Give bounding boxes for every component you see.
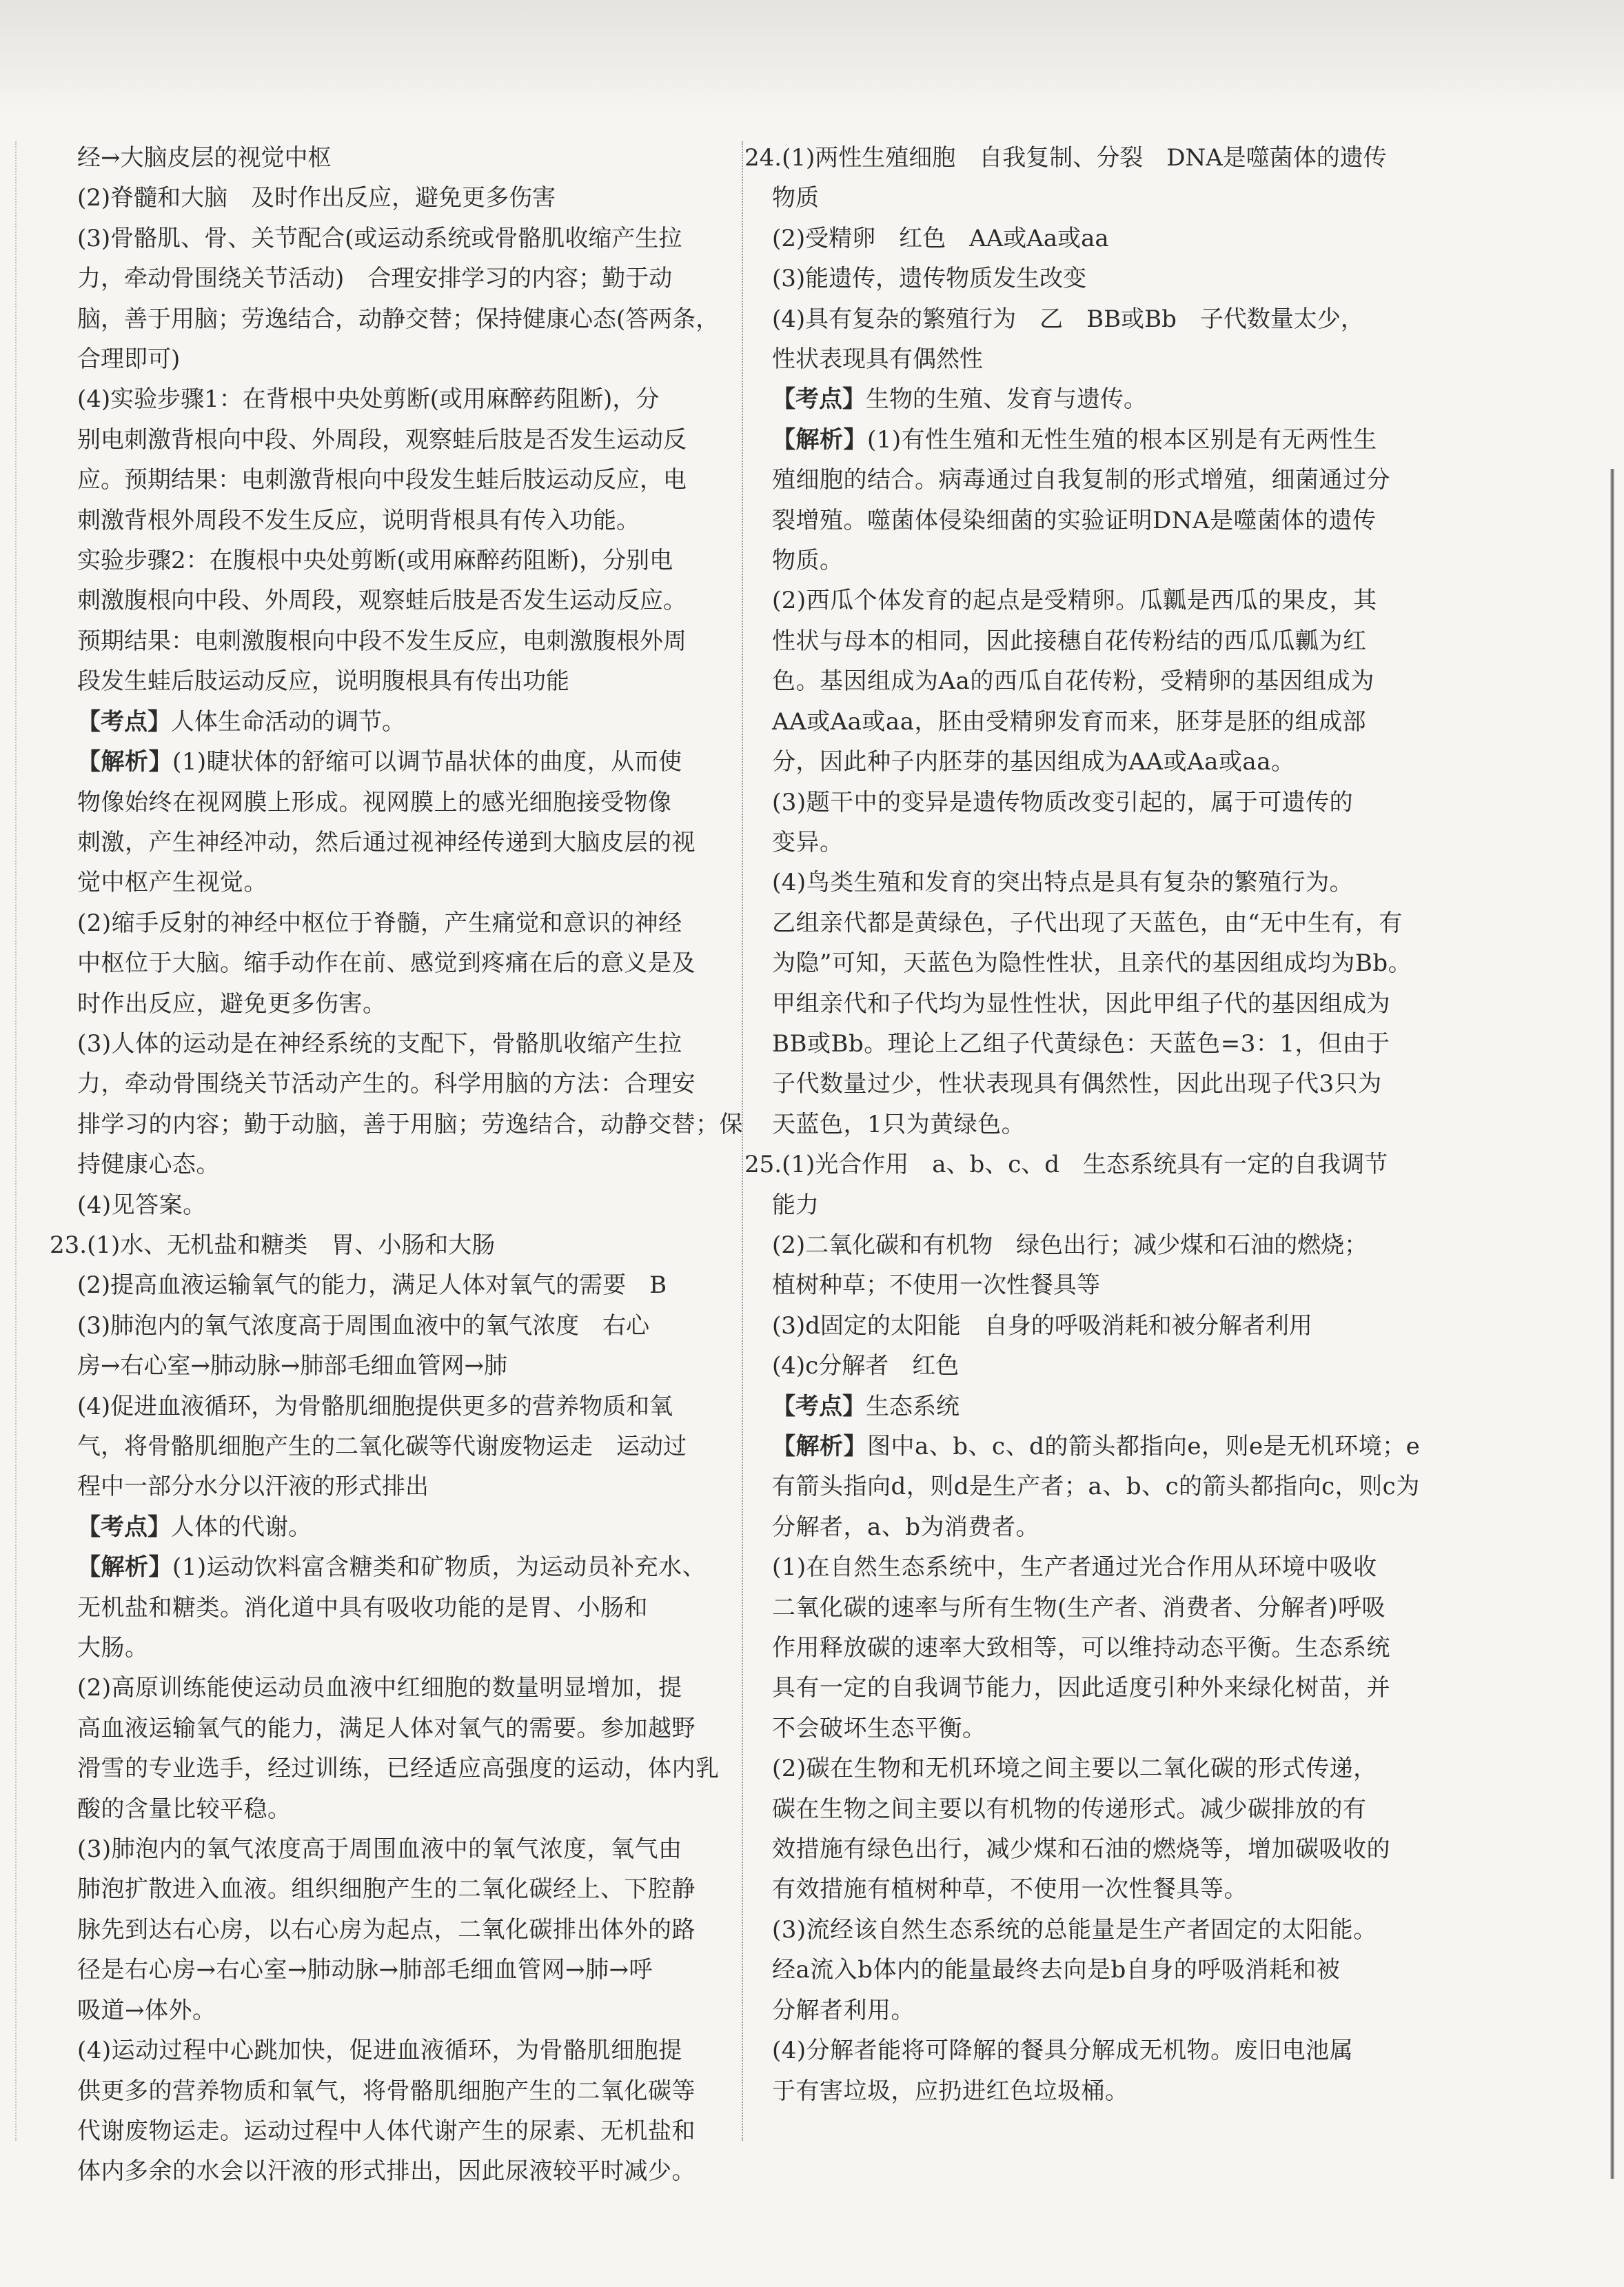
jiexi-line: 经a流入b体内的能量最终去向是b自身的呼吸消耗和被 [772, 1956, 1341, 1984]
jiexi-line: 分解者，a、b为消费者。 [772, 1513, 1040, 1541]
answer-line: 24.(1)两性生殖细胞 自我复制、分裂 DNA是噬菌体的遗传 [744, 144, 1387, 172]
jiexi-text: (1)运动饮料富含糖类和矿物质，为运动员补充水、 [172, 1553, 707, 1582]
jiexi-block [772, 1427, 1420, 2111]
left-column [50, 138, 743, 2192]
jiexi-line: (4)分解者能将可降解的餐具分解成无机物。废旧电池属 [772, 2037, 1354, 2065]
jiexi-line: 无机盐和糖类。消化道中具有吸收功能的是胃、小肠和 [77, 1593, 648, 1622]
jiexi-line: 脉先到达右心房，以右心房为起点，二氧化碳排出体外的路 [77, 1915, 696, 1944]
answer-line: 能力 [772, 1191, 819, 1219]
jiexi-line: 供更多的营养物质和氧气，将骨骼肌细胞产生的二氧化碳等 [77, 2077, 696, 2105]
jiexi-line: 殖细胞的结合。病毒通过自我复制的形式增殖，细菌通过分 [772, 466, 1390, 494]
jiexi-line: 不会破坏生态平衡。 [772, 1714, 986, 1742]
answer-line: 植树种草；不使用一次性餐具等 [772, 1271, 1100, 1300]
jiexi-line: 有效措施有植树种草，不使用一次性餐具等。 [772, 1875, 1248, 1904]
left-margin-line [15, 141, 17, 2141]
kaodian-text: 生物的生殖、发育与遗传。 [866, 385, 1147, 414]
jiexi-line: 径是右心房→右心室→肺动脉→肺部毛细血管网→肺→呼 [77, 1956, 653, 1984]
jiexi-line [77, 742, 725, 782]
jiexi-line: (4)见答案。 [77, 1191, 207, 1219]
jiexi-line: (3)题干中的变异是遗传物质改变引起的，属于可遗传的 [772, 788, 1354, 816]
jiexi-line: (3)人体的运动是在神经系统的支配下，骨骼肌收缩产生拉 [77, 1029, 682, 1058]
jiexi-label: 【解析】 [77, 748, 172, 776]
jiexi-line [77, 1547, 725, 1587]
page-top-shadow [0, 0, 1624, 117]
jiexi-line: 肺泡扩散进入血液。组织细胞产生的二氧化碳经上、下腔静 [77, 1875, 696, 1904]
jiexi-line: 于有害垃圾，应扔进红色垃圾桶。 [772, 2077, 1129, 2105]
answer-line: 段发生蛙后肢运动反应，说明腹根具有传出功能 [77, 667, 569, 696]
jiexi-line: 为隐”可知，天蓝色为隐性性状，且亲代的基因组成均为Bb。 [772, 949, 1412, 978]
q23-answer-block [50, 1225, 725, 1507]
jiexi-line: 具有一定的自我调节能力，因此适度引种外来绿化树苗，并 [772, 1674, 1390, 1702]
answer-line: (2)二氧化碳和有机物 绿色出行；减少煤和石油的燃烧； [772, 1231, 1368, 1259]
jiexi-line: 分解者利用。 [772, 1996, 915, 2024]
answer-line: 刺激腹根向中段、外周段，观察蛙后肢是否发生运动反应。 [77, 587, 687, 615]
jiexi-line: 子代数量过少，性状表现具有偶然性，因此出现子代3只为 [772, 1070, 1382, 1098]
answer-line: (3)肺泡内的氧气浓度高于周围血液中的氧气浓度 右心 [77, 1311, 650, 1340]
answer-line: (3)d固定的太阳能 自身的呼吸消耗和被分解者利用 [772, 1311, 1312, 1340]
answer-line: 性状表现具有偶然性 [772, 345, 983, 374]
jiexi-line: 高血液运输氧气的能力，满足人体对氧气的需要。参加越野 [77, 1714, 696, 1742]
column-divider [742, 141, 743, 2141]
kaodian-label: 【考点】 [77, 1513, 171, 1541]
jiexi-line: 作用释放碳的速率大致相等，可以维持动态平衡。生态系统 [772, 1634, 1390, 1662]
jiexi-line: (3)流经该自然生态系统的总能量是生产者固定的太阳能。 [772, 1915, 1377, 1944]
kaodian-line [772, 379, 1420, 419]
jiexi-line: 物像始终在视网膜上形成。视网膜上的感光细胞接受物像 [77, 788, 672, 816]
answer-line: (4)c分解者 红色 [772, 1352, 960, 1380]
jiexi-label: 【解析】 [77, 1553, 172, 1582]
answer-line: (2)受精卵 红色 AA或Aa或aa [772, 224, 1109, 252]
kaodian-label: 【考点】 [772, 385, 866, 414]
answer-line: (4)促进血液循环，为骨骼肌细胞提供更多的营养物质和氧 [77, 1392, 673, 1420]
q25-answer-block [744, 1145, 1420, 1386]
jiexi-line: 裂增殖。噬菌体侵染细菌的实验证明DNA是噬菌体的遗传 [772, 506, 1377, 534]
jiexi-line: 性状与母本的相同，因此接穗自花传粉结的西瓜瓜瓤为红 [772, 627, 1367, 655]
kaodian-label: 【考点】 [77, 707, 171, 736]
jiexi-line: (2)西瓜个体发育的起点是受精卵。瓜瓤是西瓜的果皮，其 [772, 587, 1377, 615]
answer-line: 应。预期结果：电刺激背根向中段发生蛙后肢运动反应，电 [77, 466, 687, 494]
answer-line: 预期结果：电刺激腹根向中段不发生反应，电刺激腹根外周 [77, 627, 687, 655]
jiexi-line: (2)碳在生物和无机环境之间主要以二氧化碳的形式传递， [772, 1755, 1377, 1783]
jiexi-line: 大肠。 [77, 1634, 149, 1662]
kaodian-line [772, 1387, 1420, 1427]
q24-answer-block [744, 138, 1420, 379]
jiexi-line: (3)肺泡内的氧气浓度高于周围血液中的氧气浓度，氧气由 [77, 1835, 682, 1864]
jiexi-line: 碳在生物之间主要以有机物的传递形式。减少碳排放的有 [772, 1795, 1367, 1823]
answer-line: 经→大脑皮层的视觉中枢 [77, 144, 332, 172]
jiexi-line: 体内多余的水会以汗液的形式排出，因此尿液较平时减少。 [77, 2157, 696, 2186]
answer-line: 刺激背根外周段不发生反应，说明背根具有传入功能。 [77, 506, 640, 534]
jiexi-line: 刺激，产生神经冲动，然后通过视神经传递到大脑皮层的视 [77, 828, 696, 856]
jiexi-line: 滑雪的专业选手，经过训练，已经适应高强度的运动，体内乳 [77, 1755, 720, 1783]
answer-line: 脑，善于用脑；劳逸结合，动静交替；保持健康心态(答两条， [77, 305, 720, 333]
answer-line: (4)具有复杂的繁殖行为 乙 BB或Bb 子代数量太少， [772, 305, 1364, 333]
answer-line: (3)能遗传，遗传物质发生改变 [772, 265, 1087, 293]
page-binding-edge [1610, 469, 1614, 2179]
jiexi-line: 色。基因组成为Aa的西瓜自花传粉，受精卵的基因组成为 [772, 667, 1374, 696]
jiexi-line: 二氧化碳的速率与所有生物(生产者、消费者、分解者)呼吸 [772, 1593, 1386, 1622]
jiexi-line: 觉中枢产生视觉。 [77, 869, 267, 897]
answer-line: 合理即可) [77, 345, 181, 374]
kaodian-text: 人体生命活动的调节。 [171, 707, 405, 736]
kaodian-label: 【考点】 [772, 1392, 866, 1420]
jiexi-line: 排学习的内容；勤于动脑，善于用脑；劳逸结合，动静交替；保 [77, 1110, 743, 1138]
jiexi-line: (2)缩手反射的神经中枢位于脊髓，产生痛觉和意识的神经 [77, 909, 682, 937]
jiexi-line: BB或Bb。理论上乙组子代黄绿色：天蓝色=3：1，但由于 [772, 1029, 1390, 1058]
jiexi-line: (2)高原训练能使运动员血液中红细胞的数量明显增加，提 [77, 1674, 682, 1702]
jiexi-label: 【解析】 [772, 425, 867, 454]
jiexi-line: (1)在自然生态系统中，生产者通过光合作用从环境中吸收 [772, 1553, 1377, 1582]
jiexi-line: 乙组亲代都是黄绿色，子代出现了天蓝色，由“无中生有，有 [772, 909, 1403, 937]
jiexi-line: 酸的含量比较平稳。 [77, 1795, 292, 1823]
answer-line: (2)脊髓和大脑 及时作出反应，避免更多伤害 [77, 184, 556, 212]
answer-line: (2)提高血液运输氧气的能力，满足人体对氧气的需要 B [77, 1271, 667, 1300]
jiexi-line: (4)鸟类生殖和发育的突出特点是具有复杂的繁殖行为。 [772, 869, 1354, 897]
kaodian-text: 人体的代谢。 [171, 1513, 312, 1541]
answer-line: 力，牵动骨围绕关节活动) 合理安排学习的内容；勤于动 [77, 265, 673, 293]
answer-line: 物质 [772, 184, 819, 212]
answer-line: 实验步骤2：在腹根中央处剪断(或用麻醉药阻断)，分别电 [77, 547, 673, 575]
answer-line: (4)实验步骤1：在背根中央处剪断(或用麻醉药阻断)，分 [77, 385, 660, 414]
kaodian-text: 生态系统 [866, 1392, 960, 1420]
jiexi-block [77, 742, 743, 1225]
answer-line: 房→右心室→肺动脉→肺部毛细血管网→肺 [77, 1352, 507, 1380]
jiexi-line: 吸道→体外。 [77, 1996, 216, 2024]
jiexi-block [77, 1547, 725, 2192]
jiexi-line: 中枢位于大脑。缩手动作在前、感觉到疼痛在后的意义是及 [77, 949, 696, 978]
jiexi-line: 物质。 [772, 547, 844, 575]
jiexi-line: 效措施有绿色出行，减少煤和石油的燃烧等，增加碳吸收的 [772, 1835, 1390, 1864]
kaodian-line [77, 702, 725, 742]
right-column [744, 138, 1421, 2111]
jiexi-line: 分，因此种子内胚芽的基因组成为AA或Aa或aa。 [772, 748, 1295, 776]
jiexi-line: 天蓝色，1只为黄绿色。 [772, 1110, 1026, 1138]
kaodian-line [77, 1507, 725, 1547]
answer-line: 23.(1)水、无机盐和糖类 胃、小肠和大肠 [50, 1231, 496, 1259]
jiexi-text: 图中a、b、c、d的箭头都指向e，则e是无机环境；e [867, 1433, 1421, 1460]
answer-line: 程中一部分水分以汗液的形式排出 [77, 1473, 429, 1501]
jiexi-block [772, 420, 1420, 1145]
jiexi-line: 甲组亲代和子代均为显性性状，因此甲组子代的基因组成为 [772, 989, 1390, 1018]
jiexi-label: 【解析】 [772, 1433, 867, 1460]
jiexi-line: AA或Aa或aa，胚由受精卵发育而来，胚芽是胚的组成部 [772, 707, 1366, 736]
answer-line: 别电刺激背根向中段、外周段，观察蛙后肢是否发生运动反 [77, 425, 687, 454]
jiexi-line [772, 1427, 1420, 1467]
jiexi-line: 持健康心态。 [77, 1151, 220, 1179]
jiexi-line: 变异。 [772, 828, 844, 856]
q22-answer-block [77, 138, 725, 702]
jiexi-line: 有箭头指向d，则d是生产者；a、b、c的箭头都指向c，则c为 [772, 1473, 1420, 1501]
jiexi-line [772, 420, 1420, 460]
jiexi-line: 力，牵动骨围绕关节活动产生的。科学用脑的方法：合理安 [77, 1070, 696, 1098]
jiexi-line: 时作出反应，避免更多伤害。 [77, 989, 387, 1018]
answer-line: 25.(1)光合作用 a、b、c、d 生态系统具有一定的自我调节 [744, 1151, 1388, 1179]
jiexi-text: (1)睫状体的舒缩可以调节晶状体的曲度，从而使 [172, 748, 682, 776]
answer-line: 气，将骨骼肌细胞产生的二氧化碳等代谢废物运走 运动过 [77, 1433, 687, 1460]
jiexi-line: 代谢废物运走。运动过程中人体代谢产生的尿素、无机盐和 [77, 2117, 696, 2145]
answer-line: (3)骨骼肌、骨、关节配合(或运动系统或骨骼肌收缩产生拉 [77, 224, 682, 252]
jiexi-line: (4)运动过程中心跳加快，促进血液循环，为骨骼肌细胞提 [77, 2037, 682, 2065]
jiexi-text: (1)有性生殖和无性生殖的根本区别是有无两性生 [867, 425, 1377, 454]
